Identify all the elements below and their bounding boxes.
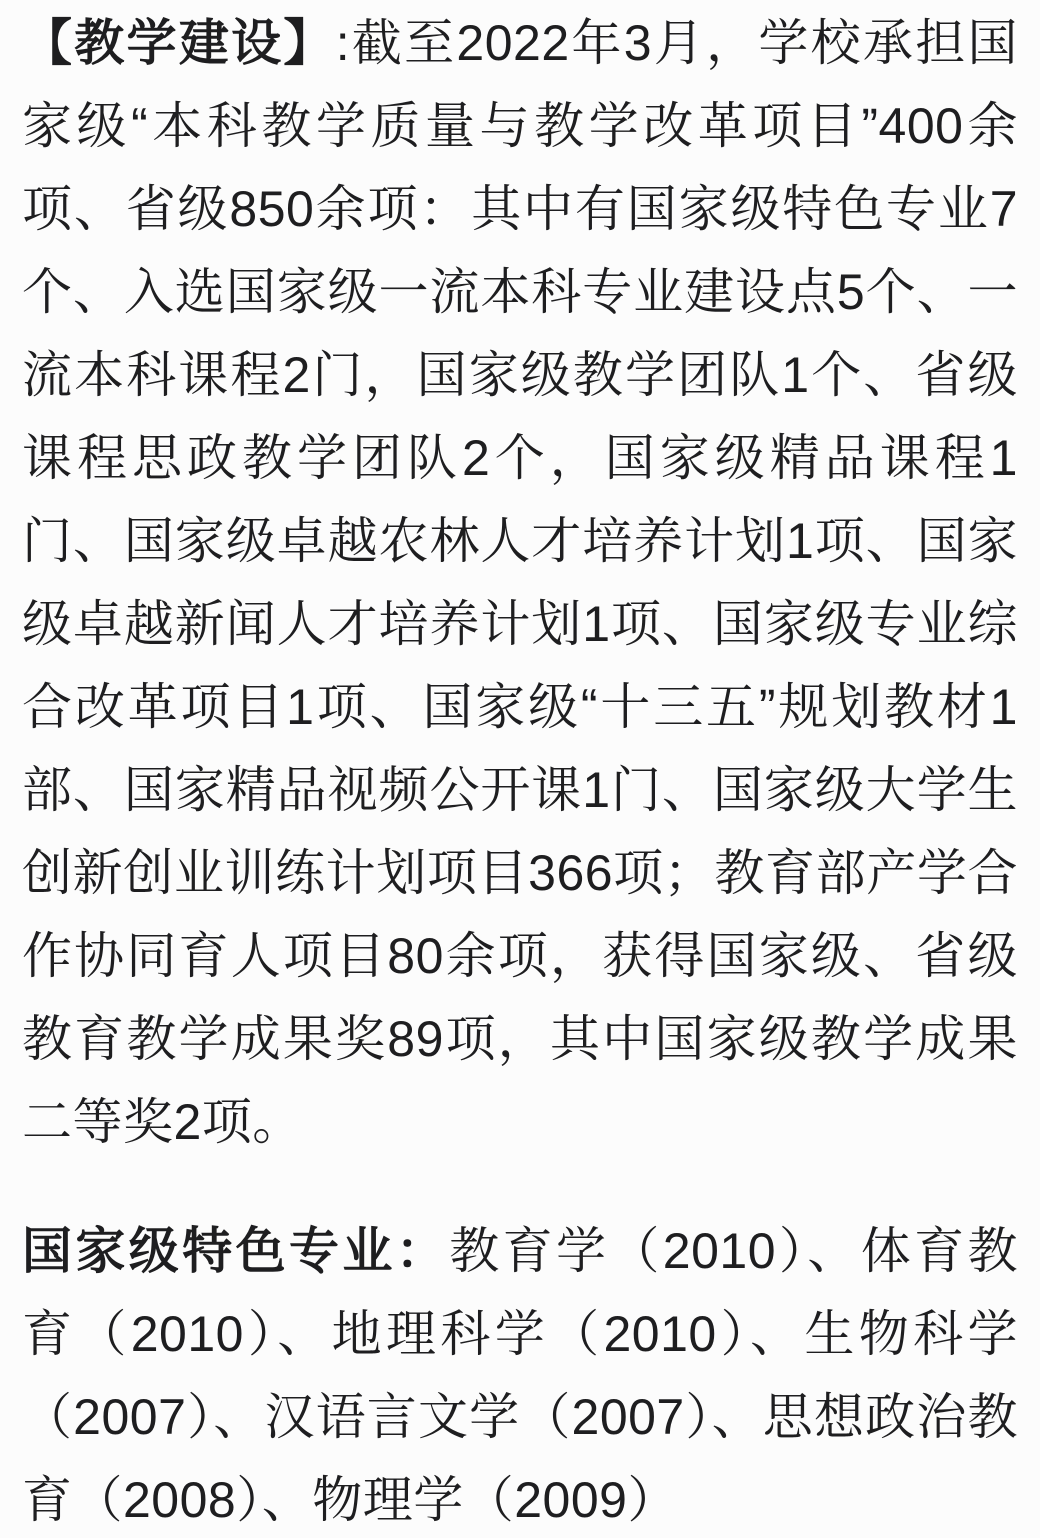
featured-majors-body-text: 教育学（2010）、体育教育（2010）、地理科学（2010）、生物科学（2007）、汉语言文学（2007）、思想政治教育（2008）、物理学（2009） [22,1223,1018,1528]
teaching-construction-paragraph [22,2,1018,1164]
featured-majors-paragraph [22,1210,1018,1538]
teaching-construction-heading: 【教学建设】 [22,15,336,71]
teaching-construction-body-text: :截至2022年3月，学校承担国家级“本科教学质量与教学改革项目”400余项、省级850余项：其中有国家级特色专业7个、入选国家级一流本科专业建设点5个、一流本科课程2门，国家级教学团队1个、省级课程思政教学团队2个，国家级精品课程1门、国家级卓越农林人才培养计划1项、国家级卓越新闻人才培养计划1项、国家级专业综合改革项目1项、国家级“十三五”规划教材1部、国家精品视频公开课1门、国家级大学生创新创业训练计划项目366项；教育部产学合作协同育人项目80余项，获得国家级、省级教育教学成果奖89项，其中国家级教学成果二等奖2项。 [22,15,1018,1150]
featured-majors-heading: 国家级特色专业： [22,1223,450,1279]
